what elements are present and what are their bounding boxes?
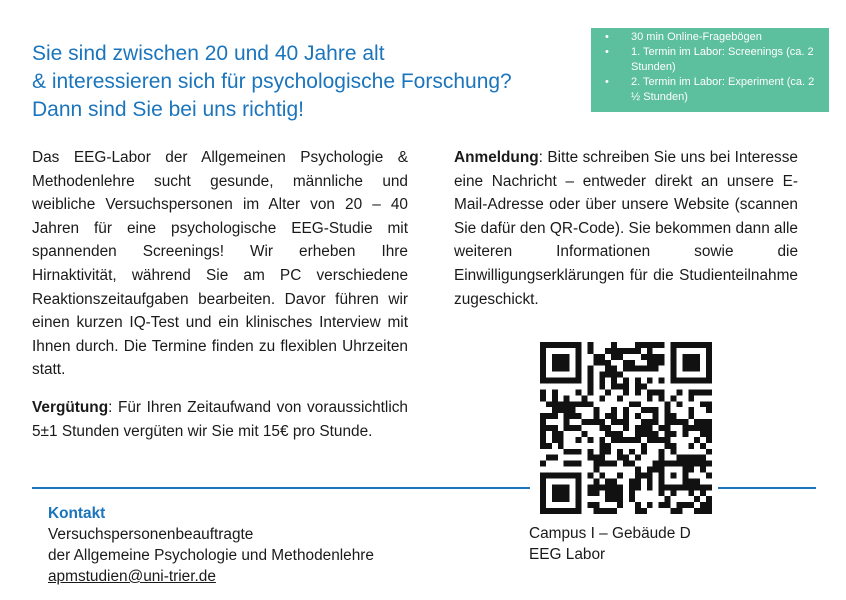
location-block (529, 523, 759, 565)
compensation-label: Vergütung (32, 398, 109, 416)
contact-line-2: der Allgemeine Psychologie und Methodenlehre (48, 547, 374, 564)
registration-paragraph (454, 146, 798, 311)
right-column (454, 146, 798, 311)
headline-line-1: Sie sind zwischen 20 und 40 Jahre alt (32, 42, 385, 65)
contact-title: Kontakt (48, 505, 106, 522)
study-info-box (591, 28, 829, 112)
study-info-item: • 30 min Online-Fragebögen (601, 30, 821, 45)
registration-text: : Bitte schreiben Sie uns bei Interesse eine Nachricht – entweder direkt an unsere E-Mail-Adresse oder über unsere Website (scannen Sie dafür den QR-Code). Sie bekommen dann alle weiteren Informationen sowie die Einwilligungserklärungen für die Studienteilnahme zugeschickt. (454, 149, 798, 308)
location-line-2: EEG Labor (529, 546, 606, 563)
headline (32, 40, 592, 124)
contact-block (48, 503, 508, 587)
contact-line-1: Versuchspersonenbeauftragte (48, 526, 254, 543)
location-line-1: Campus I – Gebäude D (529, 525, 691, 542)
compensation-text: : Für Ihren Zeitaufwand von voraussichtlich 5±1 Stunden vergüten wir Sie mit 15€ pro Stunde. (32, 398, 408, 440)
study-info-item: • 2. Termin im Labor: Experiment (ca. 2 ½ Stunden) (601, 75, 821, 105)
compensation-paragraph (32, 396, 408, 443)
divider-left (32, 487, 530, 489)
intro-paragraph: Das EEG-Labor der Allgemeinen Psychologie & Methodenlehre sucht gesunde, männliche und weibliche Versuchspersonen im Alter von 20 – 40 Jahren für eine psychologische EEG-Studie mit spannenden Screenings! Wir erheben Ihre Hirnaktivität, während Sie am PC verschiedene Reaktionszeitaufgaben bearbeiten. Davor führen wir einen kurzen IQ-Test und ein klinisches Interview mit Ihnen durch. Die Termine finden zu flexiblen Uhrzeiten statt. (32, 149, 408, 379)
qr-code-icon[interactable] (540, 342, 712, 514)
headline-line-2: & interessieren sich für psychologische Forschung? (32, 70, 512, 93)
study-info-item: • 1. Termin im Labor: Screenings (ca. 2 Stunden) (601, 45, 821, 75)
study-info-list (601, 30, 821, 105)
registration-label: Anmeldung (454, 149, 539, 166)
left-column (32, 146, 408, 443)
headline-line-3: Dann sind Sie bei uns richtig! (32, 98, 304, 121)
contact-email-link[interactable]: apmstudien@uni-trier.de (48, 568, 216, 585)
divider-right (718, 487, 816, 489)
